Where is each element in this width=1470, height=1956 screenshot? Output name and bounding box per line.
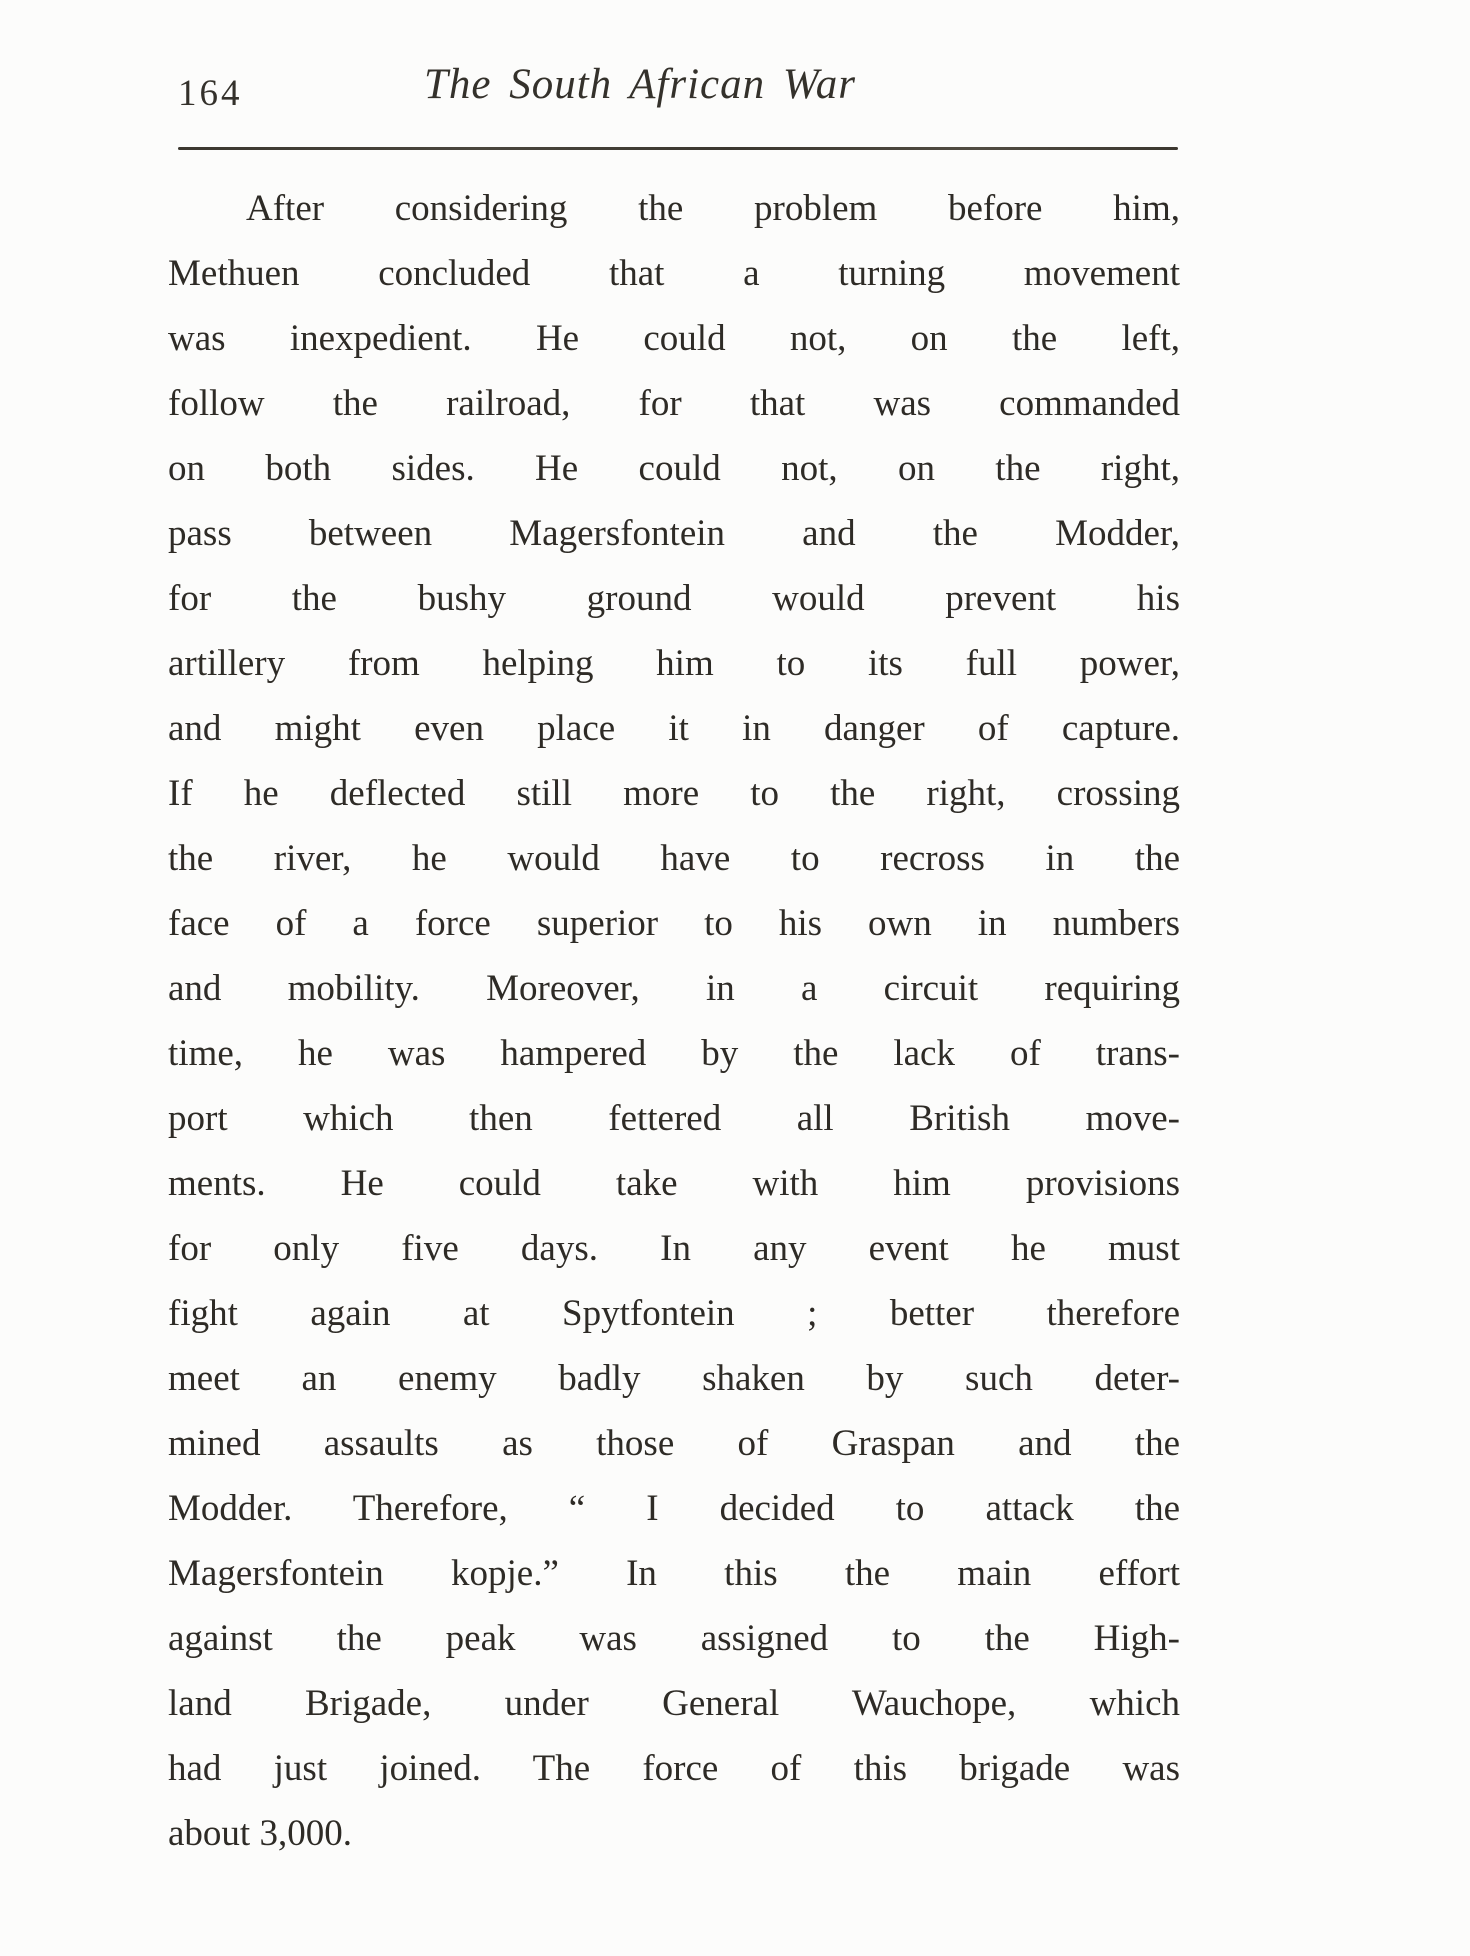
text-line: fight again at Spytfontein ; better therefore [168, 1293, 1180, 1334]
running-title: The South African War [423, 61, 856, 108]
text-line: ments. He could take with him provisions [168, 1163, 1180, 1204]
text-line: for only five days. In any event he must [168, 1228, 1180, 1269]
text-line: Modder. Therefore, “ I decided to attack the [168, 1488, 1180, 1529]
text-line: pass between Magersfontein and the Modder, [168, 513, 1180, 554]
text-line: the river, he would have to recross in the [168, 838, 1180, 879]
text-line: artillery from helping him to its full power, [168, 643, 1180, 684]
text-line: port which then fettered all British move- [168, 1098, 1180, 1139]
text-line: was inexpedient. He could not, on the left, [168, 318, 1180, 359]
text-line: meet an enemy badly shaken by such deter- [168, 1358, 1180, 1399]
text-line: If he deflected still more to the right, crossing [168, 773, 1180, 814]
text-line: had just joined. The force of this brigade was [168, 1748, 1180, 1789]
text-line: against the peak was assigned to the High- [168, 1618, 1180, 1659]
text-line: land Brigade, under General Wauchope, which [168, 1683, 1180, 1724]
text-line: After considering the problem before him, [246, 188, 1180, 229]
text-line: Magersfontein kopje.” In this the main effort [168, 1553, 1180, 1594]
page-header [170, 60, 1180, 124]
text-line: for the bushy ground would prevent his [168, 578, 1180, 619]
text-line: about 3,000. [168, 1813, 352, 1854]
text-line: face of a force superior to his own in numbers [168, 903, 1180, 944]
text-line: on both sides. He could not, on the right, [168, 448, 1180, 489]
header-rule [178, 147, 1178, 150]
text-line: follow the railroad, for that was commanded [168, 383, 1180, 424]
text-line: and might even place it in danger of capture. [168, 708, 1180, 749]
page-number: 164 [178, 73, 243, 114]
body-text [168, 176, 1180, 1866]
text-line: and mobility. Moreover, in a circuit requiring [168, 968, 1180, 1009]
text-line: time, he was hampered by the lack of trans- [168, 1033, 1180, 1074]
text-line: Methuen concluded that a turning movement [168, 253, 1180, 294]
text-line: mined assaults as those of Graspan and the [168, 1423, 1180, 1464]
